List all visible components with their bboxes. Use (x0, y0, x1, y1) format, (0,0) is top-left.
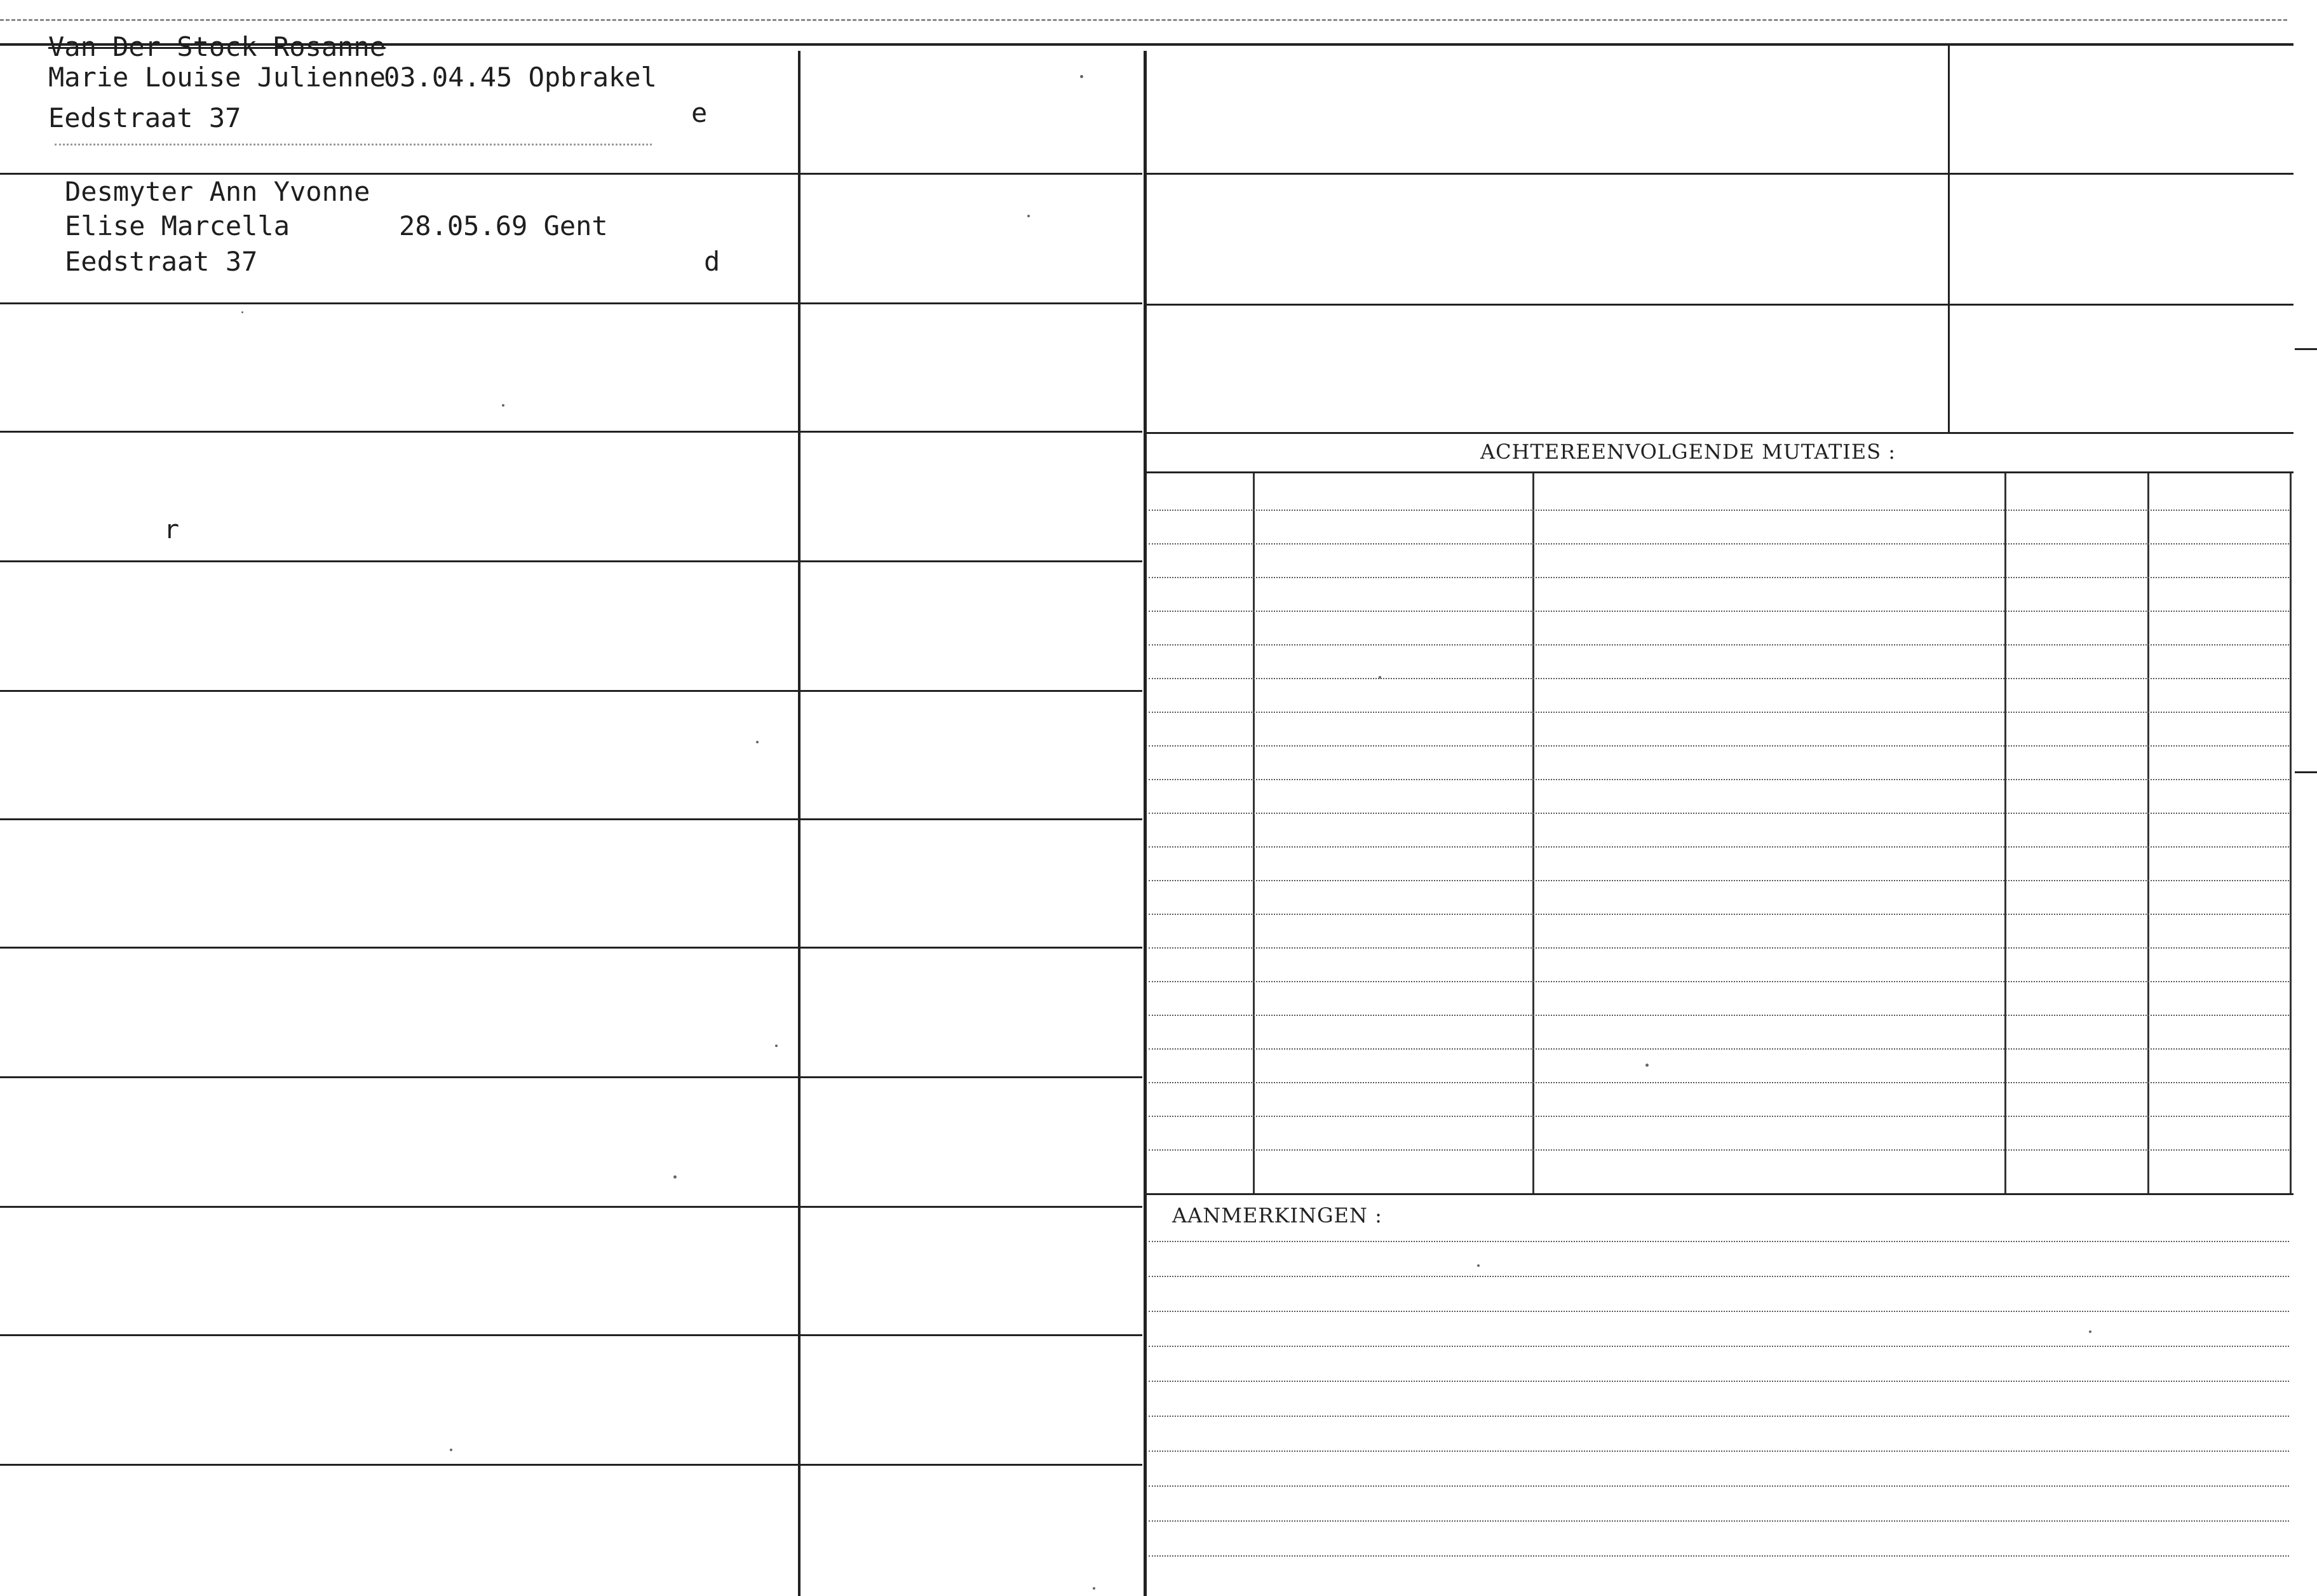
entry-1-address: Eedstraat 37 (48, 102, 241, 133)
entry-2-given-names: Elise Marcella (65, 210, 290, 241)
entry-1-struck-name: Van Der Stock Rosanne (48, 31, 386, 62)
stray-mark: r (164, 515, 180, 544)
edge-tick-lower (2295, 771, 2317, 773)
entry-2-address: Eedstraat 37 (65, 246, 258, 277)
divider-left-middle (798, 51, 800, 1596)
entry-1-smudge (55, 144, 652, 145)
entry-2-birth: 28.05.69 Gent (399, 210, 608, 241)
entry-2-surname-line: Desmyter Ann Yvonne (65, 176, 370, 207)
mutations-heading: ACHTEREENVOLGENDE MUTATIES : (1480, 440, 1896, 464)
remarks-heading: AANMERKINGEN : (1172, 1203, 1382, 1227)
divider-middle-right (1144, 51, 1147, 1596)
entry-1-given-names: Marie Louise Julienne (48, 62, 386, 93)
edge-tick-upper (2295, 348, 2317, 350)
top-scan-noise (0, 19, 2287, 21)
entry-1-code: e (691, 97, 708, 128)
entry-1-birth: 03.04.45 Opbrakel (384, 62, 657, 93)
entry-2-code: d (704, 246, 720, 277)
